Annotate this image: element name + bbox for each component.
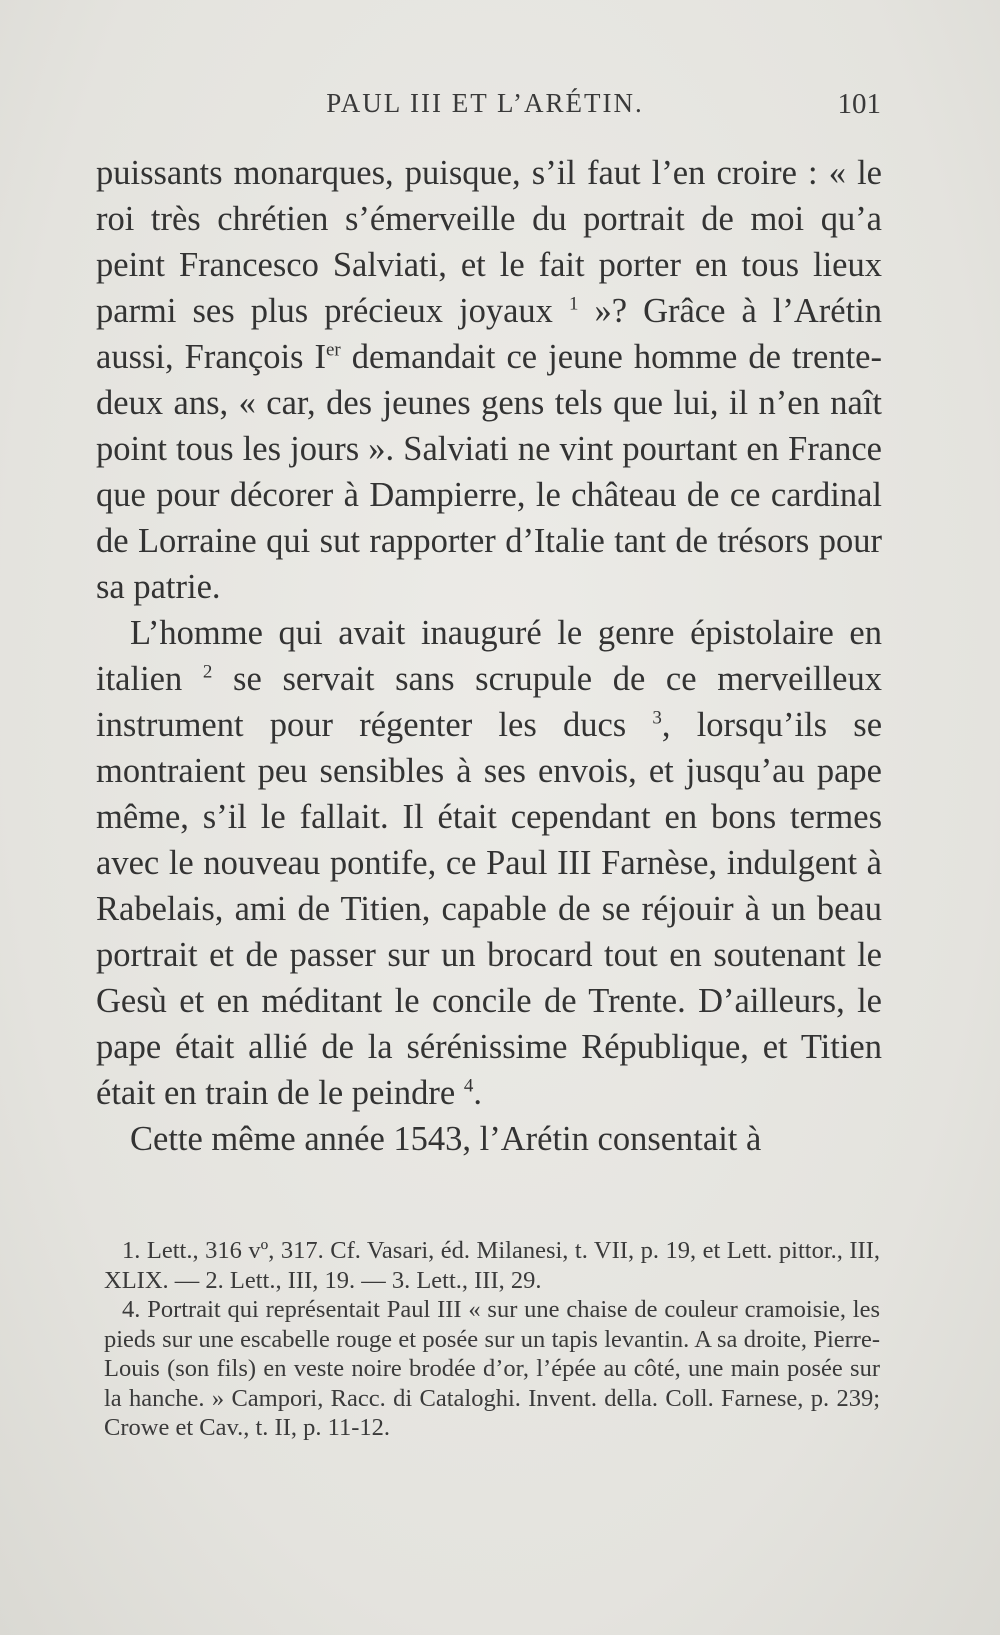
footnote-ref-2[interactable]: 2 [202, 661, 213, 683]
main-text [96, 150, 882, 1162]
paragraph-1 [96, 150, 882, 610]
text-run: demandait ce jeune homme de trente-deux ans, « car, des jeunes gens tels que lui, il n’en naît point tous les jours ». Salviati ne vint pourtant en France que pour décorer à Dampierre, le château de ce cardinal de Lorraine qui sut rapporter d’Italie tant de trésors pour sa patrie. [96, 338, 882, 606]
running-head-title: PAUL III ET L’ARÉTIN. [326, 88, 644, 118]
text-run: Cette même année 1543, l’Arétin consentait à [130, 1120, 762, 1158]
footnote-ref-3[interactable]: 3 [652, 707, 662, 729]
text-run: L’homme qui avait inauguré le genre épistolaire en italien [96, 614, 882, 698]
text-run: . [473, 1074, 482, 1112]
footnote-4: 4. Portrait qui représentait Paul III « sur une chaise de couleur cramoisie, les pieds sur une escabelle rouge et posée sur un tapis levantin. A sa droite, Pierre-Louis (son fils) en veste noire brodée d’or, l’épée au côté, une main posée sur la hanche. » Campori, Racc. di Cataloghi. Invent. della. Coll. Farnese, p. 239; Crowe et Cav., t. II, p. 11-12. [104, 1296, 880, 1441]
page-number: 101 [837, 88, 881, 120]
ordinal-superscript: er [325, 339, 341, 361]
paragraph-3 [96, 1116, 882, 1162]
footnotes [104, 1236, 880, 1443]
paragraph-2 [96, 610, 882, 1116]
footnote-ref-1[interactable]: 1 [568, 293, 579, 315]
running-head [95, 88, 881, 128]
text-run: puissants monarques, puisque, s’il faut l’en croire : « le roi très chrétien s’émerveille du portrait de moi qu’a peint Francesco Salviati, et le fait porter en tous lieux parmi ses plus précieux joyaux [96, 154, 882, 330]
text-run: se servait sans scrupule de ce merveilleux instrument pour régenter les ducs [96, 660, 882, 744]
footnote-1-3: 1. Lett., 316 vº, 317. Cf. Vasari, éd. Milanesi, t. VII, p. 19, et Lett. pittor., III, XLIX. — 2. Lett., III, 19. — 3. Lett., III, 29. [104, 1237, 880, 1294]
text-run: »? Grâce à l’Arétin aussi, François I [96, 292, 882, 376]
footnote-ref-4[interactable]: 4 [463, 1075, 474, 1097]
text-run: , lorsqu’ils se montraient peu sensibles à ses envois, et jusqu’au pape même, s’il le fallait. Il était cependant en bons termes avec le nouveau pontife, ce Paul III Farnèse, indulgent à Rabelais, ami de Titien, capable de se réjouir à un beau portrait et de passer sur un brocard tout en soutenant le Gesù et en méditant le concile de Trente. D’ailleurs, le pape était allié de la sérénissime République, et Titien était en train de le peindre [96, 706, 883, 1112]
